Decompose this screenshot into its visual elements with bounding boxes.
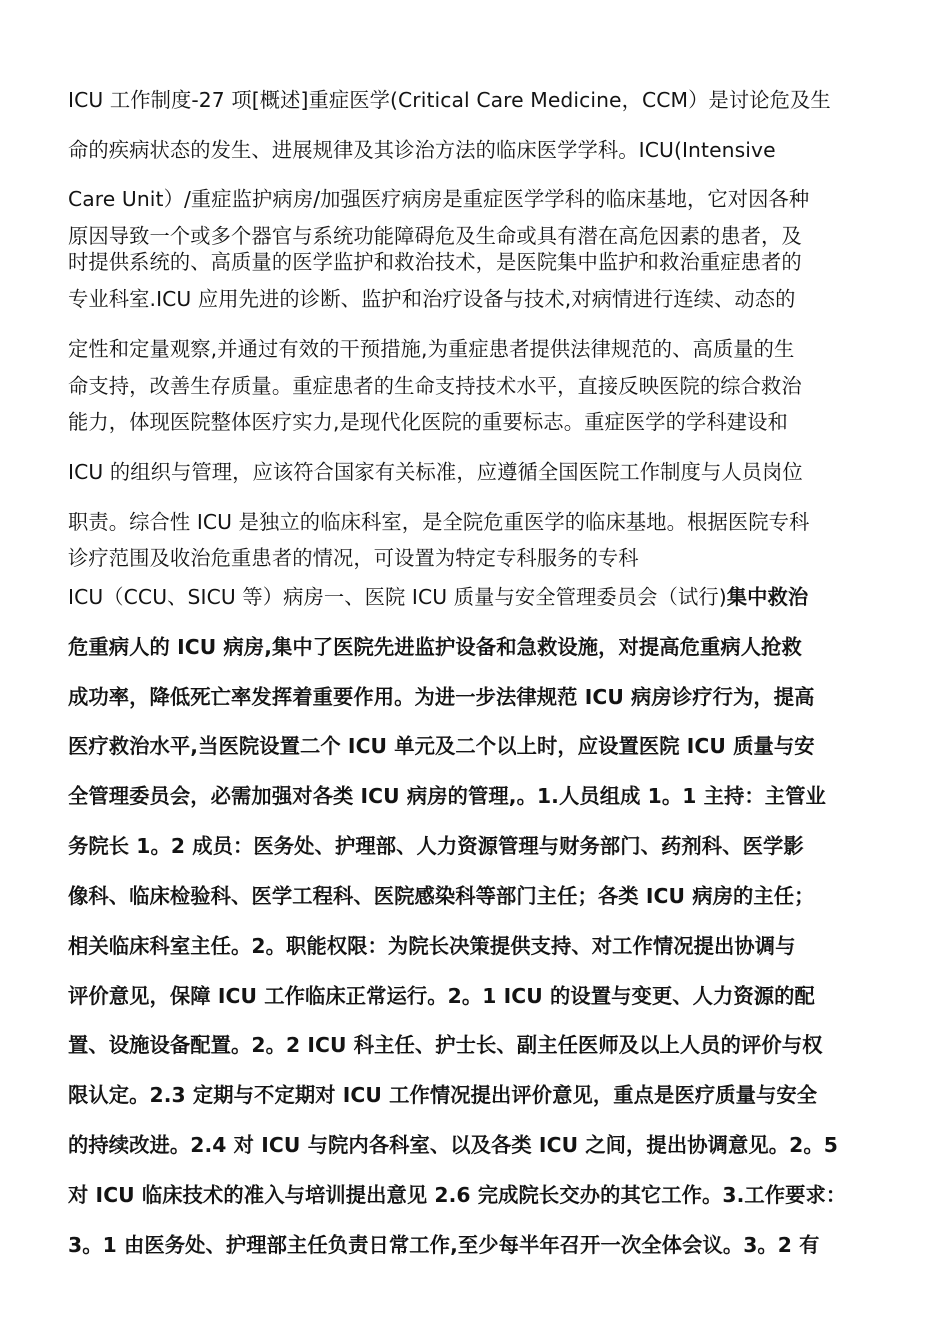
bold-text-line: 像科、临床检验科、医学工程科、医院感染科等部门主任；各类 ICU 病房的主任； <box>68 884 815 908</box>
bold-text-line: 3。1 由医务处、护理部主任负责日常工作,至少每半年召开一次全体会议。3。2 有 <box>68 1233 820 1257</box>
text-line: 原因导致一个或多个器官与系统功能障碍危及生命或具有潜在高危因素的患者，及 <box>68 224 802 248</box>
text-line: 诊疗范围及收治危重患者的情况，可设置为特定专科服务的专科 <box>68 546 639 570</box>
bold-text-line: 的持续改进。2.4 对 ICU 与院内各科室、以及各类 ICU 之间，提出协调意见。2。5 <box>68 1133 838 1157</box>
bold-text-line: 医疗救治水平,当医院设置二个 ICU 单元及二个以上时，应设置医院 ICU 质量与安 <box>68 734 815 758</box>
text-line: 专业科室.ICU 应用先进的诊断、监护和治疗设备与技术,对病情进行连续、动态的 <box>68 287 796 311</box>
bold-text-line: 务院长 1。2 成员：医务处、护理部、人力资源管理与财务部门、药剂科、医学影 <box>68 834 804 858</box>
text-line: Care Unit）/重症监护病房/加强医疗病房是重症医学学科的临床基地，它对因各种 <box>68 187 810 211</box>
bold-text-line: 危重病人的 ICU 病房,集中了医院先进监护设备和急救设施，对提高危重病人抢救 <box>68 635 802 659</box>
text-line: 定性和定量观察,并通过有效的干预措施,为重症患者提供法律规范的、高质量的生 <box>68 337 795 361</box>
text-line: 能力，体现医院整体医疗实力,是现代化医院的重要标志。重症医学的学科建设和 <box>68 410 788 434</box>
bold-text-line: 置、设施设备配置。2。2 ICU 科主任、护士长、副主任医师及以上人员的评价与权 <box>68 1033 823 1057</box>
bold-text-line: 相关临床科室主任。2。职能权限：为院长决策提供支持、对工作情况提出协调与 <box>68 934 796 958</box>
bold-text-line: 成功率，降低死亡率发挥着重要作用。为进一步法律规范 ICU 病房诊疗行为，提高 <box>68 685 815 709</box>
mixed-weight-line <box>68 585 808 609</box>
text-line: ICU 的组织与管理，应该符合国家有关标准，应遵循全国医院工作制度与人员岗位 <box>68 460 803 484</box>
text-span-bold: 集中救治 <box>726 585 809 609</box>
text-line: ICU 工作制度-27 项[概述]重症医学(Critical Care Medicine，CCM）是讨论危及生 <box>68 88 831 112</box>
text-line: 时提供系统的、高质量的医学监护和救治技术，是医院集中监护和救治重症患者的 <box>68 250 802 274</box>
text-line: 职责。综合性 ICU 是独立的临床科室，是全院危重医学的临床基地。根据医院专科 <box>68 510 810 534</box>
text-span-regular: ICU（CCU、SICU 等）病房一、医院 ICU 质量与安全管理委员会（试行) <box>68 585 727 609</box>
bold-text-line: 评价意见，保障 ICU 工作临床正常运行。2。1 ICU 的设置与变更、人力资源的配 <box>68 984 815 1008</box>
text-line: 命的疾病状态的发生、进展规律及其诊治方法的临床医学学科。ICU(Intensive <box>68 138 776 162</box>
text-line: 命支持，改善生存质量。重症患者的生命支持技术水平，直接反映医院的综合救治 <box>68 374 802 398</box>
bold-text-line: 全管理委员会，必需加强对各类 ICU 病房的管理,。1.人员组成 1。1 主持：主管业 <box>68 784 826 808</box>
bold-text-line: 限认定。2.3 定期与不定期对 ICU 工作情况提出评价意见，重点是医疗质量与安全 <box>68 1083 818 1107</box>
bold-text-line: 对 ICU 临床技术的准入与培训提出意见 2.6 完成院长交办的其它工作。3.工作要求： <box>68 1183 847 1207</box>
